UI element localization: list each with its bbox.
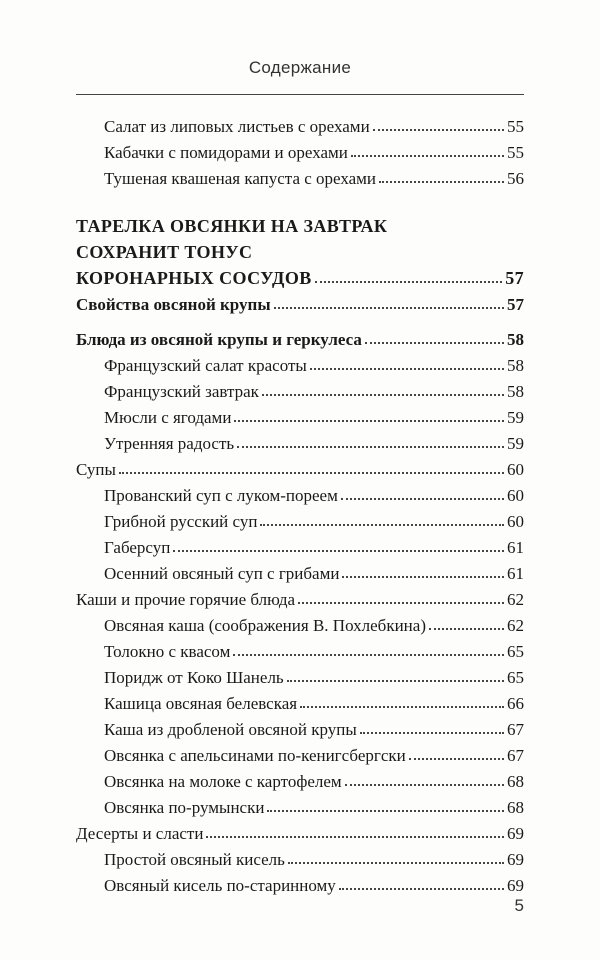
toc-entry: [76, 608, 524, 634]
toc-entry: [76, 504, 524, 530]
dot-leader: [267, 809, 504, 812]
dot-leader: [260, 523, 504, 526]
toc-section: [76, 816, 524, 842]
toc-entry: [76, 634, 524, 660]
running-head-title: Содержание: [248, 58, 352, 77]
dot-leader: [409, 757, 504, 760]
toc-entry-title: Габерсуп: [104, 538, 171, 557]
toc-entry-title: Овсяная каша (соображения В. Похлебкина): [104, 616, 426, 635]
toc-entry-title: Овсянка на молоке с картофелем: [104, 772, 342, 791]
toc-entry-title: Кабачки с помидорами и орехами: [104, 143, 348, 162]
toc-entry: [76, 109, 524, 135]
toc-entry: [76, 400, 524, 426]
toc-entry-page: 59: [507, 408, 524, 427]
chapter-line-2: СОХРАНИТ ТОНУС: [76, 242, 253, 262]
dot-leader: [287, 679, 504, 682]
toc-entry-page: 69: [507, 876, 524, 895]
toc-entry-page: 68: [507, 798, 524, 817]
chapter-page: 57: [505, 268, 524, 288]
toc-entry-page: 56: [507, 169, 524, 188]
toc-entry-title: Простой овсяный кисель: [104, 850, 285, 869]
dot-leader: [429, 627, 504, 630]
dot-leader: [262, 393, 504, 396]
toc-entry-page: 65: [507, 668, 524, 687]
dot-leader: [288, 861, 504, 864]
dot-leader: [310, 367, 504, 370]
dot-leader: [298, 601, 504, 604]
toc-section-title: Свойства овсяной крупы: [76, 295, 271, 314]
toc-entry-page: 60: [507, 512, 524, 531]
toc-entry: [76, 868, 524, 894]
toc-section: [76, 287, 524, 313]
toc-entry-page: 61: [507, 538, 524, 557]
toc-entry-title: Кашица овсяная белевская: [104, 694, 298, 713]
toc-entry-title: Осенний овсяный суп с грибами: [104, 564, 340, 583]
dot-leader: [339, 887, 504, 890]
toc-entry-title: Салат из липовых листьев с орехами: [104, 117, 370, 136]
toc-section: [76, 322, 524, 348]
toc-entry: [76, 712, 524, 738]
toc-section-page: 58: [507, 330, 524, 349]
toc-entry-title: Французский завтрак: [104, 382, 259, 401]
toc-entry-page: 69: [507, 850, 524, 869]
toc-entry-page: 61: [507, 564, 524, 583]
toc-section: [76, 582, 524, 608]
toc-entry-page: 59: [507, 434, 524, 453]
toc-entry-page: 55: [507, 143, 524, 162]
toc-entry-page: 60: [507, 486, 524, 505]
toc-entry-title: Тушеная квашеная капуста с орехами: [104, 169, 377, 188]
toc-entry: [76, 842, 524, 868]
toc-entry: [76, 348, 524, 374]
toc-entry-page: 67: [507, 746, 524, 765]
toc-entry: [76, 764, 524, 790]
toc-entry-title: Овсянка с апельсинами по-кенигсбергски: [104, 746, 406, 765]
toc-entry-title: Каша из дробленой овсяной крупы: [104, 720, 357, 739]
toc-entry: [76, 135, 524, 161]
page-number: 5: [514, 896, 524, 915]
toc-entry: [76, 478, 524, 504]
toc-entry-title: Грибной русский суп: [104, 512, 258, 531]
toc-entry: [76, 686, 524, 712]
toc-entry-title: Утренняя радость: [104, 434, 235, 453]
dot-leader: [315, 280, 503, 283]
dot-leader: [173, 549, 504, 552]
dot-leader: [373, 128, 504, 131]
toc-entry-title: Поридж от Коко Шанель: [104, 668, 284, 687]
toc-entry-title: Мюсли с ягодами: [104, 408, 232, 427]
toc-entry: [76, 790, 524, 816]
toc-entry: [76, 530, 524, 556]
dot-leader: [300, 705, 504, 708]
toc-entry-title: Овсянка по-румынски: [104, 798, 265, 817]
toc-entry-page: 66: [507, 694, 524, 713]
dot-leader: [119, 471, 504, 474]
dot-leader: [274, 306, 504, 309]
toc-entry-title: Толокно с квасом: [104, 642, 231, 661]
toc-entry-title: Овсяный кисель по-старинному: [104, 876, 336, 895]
toc-entry-page: 58: [507, 382, 524, 401]
dot-leader: [233, 653, 504, 656]
toc-section-page: 57: [507, 295, 524, 314]
dot-leader: [237, 445, 504, 448]
dot-leader: [341, 497, 504, 500]
toc-section-page: 62: [507, 590, 524, 609]
dot-leader: [206, 835, 504, 838]
chapter-line-3: КОРОНАРНЫХ СОСУДОВ: [76, 268, 312, 288]
toc-entry: [76, 161, 524, 187]
toc-section-page: 60: [507, 460, 524, 479]
toc-entry-page: 55: [507, 117, 524, 136]
toc-section-title: Блюда из овсяной крупы и геркулеса: [76, 330, 362, 349]
dot-leader: [365, 341, 504, 344]
chapter-heading: [76, 209, 524, 287]
dot-leader: [345, 783, 504, 786]
toc-section-title: Каши и прочие горячие блюда: [76, 590, 296, 609]
chapter-line-1: ТАРЕЛКА ОВСЯНКИ НА ЗАВТРАК: [76, 216, 388, 236]
toc-section-title: Супы: [76, 460, 116, 479]
dot-leader: [351, 154, 504, 157]
toc-entry-page: 67: [507, 720, 524, 739]
toc-entry: [76, 738, 524, 764]
header-rule: [76, 94, 524, 95]
dot-leader: [379, 180, 504, 183]
toc-section-title: Десерты и сласти: [76, 824, 204, 843]
toc-entry-page: 58: [507, 356, 524, 375]
toc-entry: [76, 660, 524, 686]
toc-section-page: 69: [507, 824, 524, 843]
toc-entry-page: 68: [507, 772, 524, 791]
toc-entry: [76, 426, 524, 452]
toc-entry: [76, 556, 524, 582]
toc-section: [76, 452, 524, 478]
toc-entry-title: Прованский суп с луком-пореем: [104, 486, 338, 505]
dot-leader: [360, 731, 504, 734]
toc-entry: [76, 374, 524, 400]
dot-leader: [234, 419, 504, 422]
toc-entry-page: 65: [507, 642, 524, 661]
dot-leader: [342, 575, 504, 578]
toc-entry-page: 62: [507, 616, 524, 635]
toc-entry-title: Французский салат красоты: [104, 356, 307, 375]
